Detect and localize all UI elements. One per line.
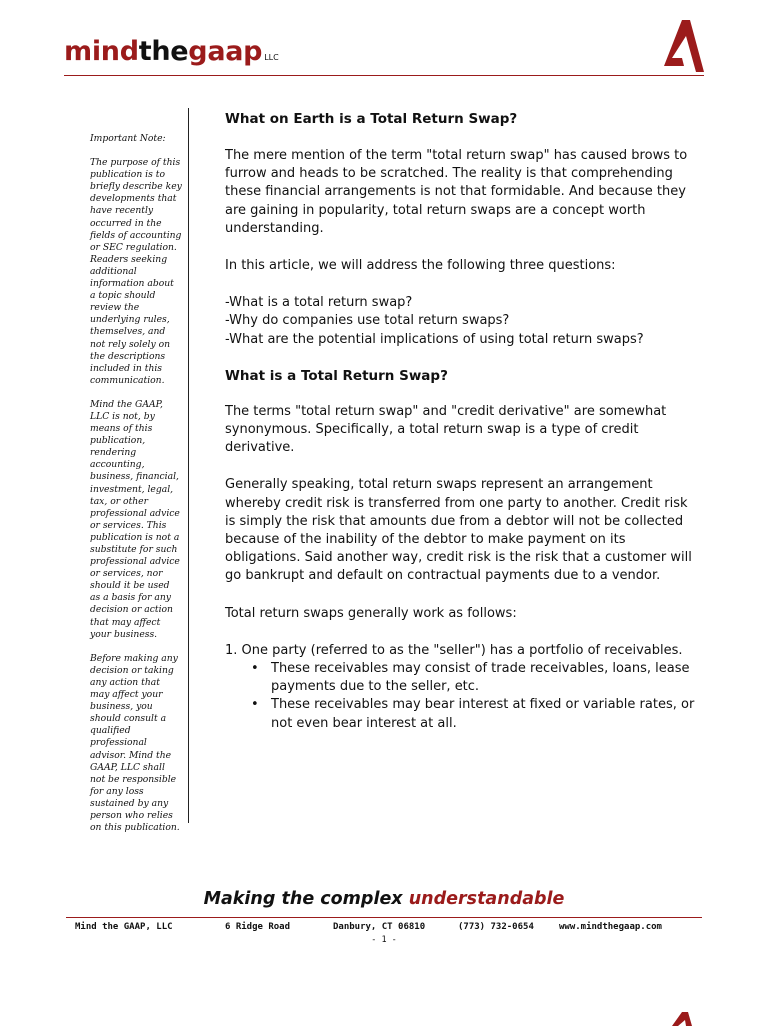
- question-item: -What is a total return swap?: [225, 295, 413, 311]
- article-body: [225, 110, 695, 733]
- intro-paragraph: The mere mention of the term "total return swap" has caused brows to furrow and heads to be scratched. The reality is that comprehending these financial arrangements is not that formidable. And because they are gaining in popularity, total return swaps are a concept worth understanding.: [225, 148, 688, 236]
- footer-city: Danbury, CT 06810: [333, 922, 426, 932]
- logo-text-gaap: gaap: [188, 36, 263, 67]
- sidebar-note-label: Important Note:: [90, 133, 166, 144]
- step-one-paragraph: 1. One party (referred to as the "seller") has a portfolio of receivables.: [225, 642, 683, 658]
- page-number: - 1 -: [371, 935, 397, 945]
- section-heading: What is a Total Return Swap?: [225, 367, 448, 384]
- logo-text-the: the: [138, 36, 189, 67]
- footer-divider: [66, 917, 702, 918]
- list-item: • These receivables may bear interest at fixed or variable rates, or not even bear interest at all.: [271, 696, 695, 732]
- footer-tagline: [0, 889, 768, 909]
- logo-suffix: LLC: [264, 53, 279, 62]
- questions-intro: In this article, we will address the following three questions:: [225, 258, 616, 274]
- footer-phone: (773) 732-0654: [458, 922, 534, 932]
- synonymous-paragraph: The terms "total return swap" and "credit derivative" are somewhat synonymous. Specifically, a total return swap is a type of credit derivative.: [225, 403, 667, 456]
- footer-company: Mind the GAAP, LLC: [75, 922, 173, 932]
- sidebar-divider: [188, 108, 189, 823]
- tagline-highlight: understandable: [408, 889, 565, 909]
- sidebar-disclaimer: [90, 133, 182, 846]
- company-logo: [64, 36, 279, 67]
- sidebar-paragraph: The purpose of this publication is to briefly describe key developments that have recently occurred in the fields of accounting or SEC regulation. Readers seeking additional information about a topic should review the underlying rules, themselves, and not rely solely on the descriptions included in this communication.: [90, 157, 182, 386]
- footer-street: 6 Ridge Road: [225, 922, 291, 932]
- logo-mark-icon: [660, 18, 706, 74]
- receivables-list: [225, 660, 695, 733]
- question-item: -Why do companies use total return swaps?: [225, 313, 510, 329]
- list-item: • These receivables may consist of trade receivables, loans, lease payments due to the seller, etc.: [271, 660, 695, 696]
- header-divider: [64, 75, 704, 76]
- works-paragraph: Total return swaps generally work as follows:: [225, 605, 517, 621]
- logo-text-mind: mind: [64, 36, 139, 67]
- credit-risk-paragraph: Generally speaking, total return swaps represent an arrangement whereby credit risk is transferred from one party to another. Credit risk is simply the risk that amounts due from a debtor will not be collected because of the inability of the debtor to make payment on its obligations. Said another way, credit risk is the risk that a customer will go bankrupt and default on contractual payments due to a vendor.: [225, 477, 692, 584]
- sidebar-paragraph: Mind the GAAP, LLC is not, by means of this publication, rendering accounting, business, financial, investment, legal, tax, or other professional advice or services. This publication is not a substitute for such professional advice or services, nor should it be used as a basis for any decision or action that may affect your business.: [90, 398, 180, 640]
- footer-website-link[interactable]: www.mindthegaap.com: [559, 922, 662, 932]
- question-item: -What are the potential implications of using total return swaps?: [225, 331, 644, 347]
- tagline-text: Making the complex: [203, 889, 409, 909]
- sidebar-paragraph: Before making any decision or taking any action that may affect your business, you should consult a qualified professional advisor. Mind the GAAP, LLC shall not be responsible for any loss sustained by any person who relies on this publication.: [90, 652, 180, 834]
- article-title: What on Earth is a Total Return Swap?: [225, 111, 518, 127]
